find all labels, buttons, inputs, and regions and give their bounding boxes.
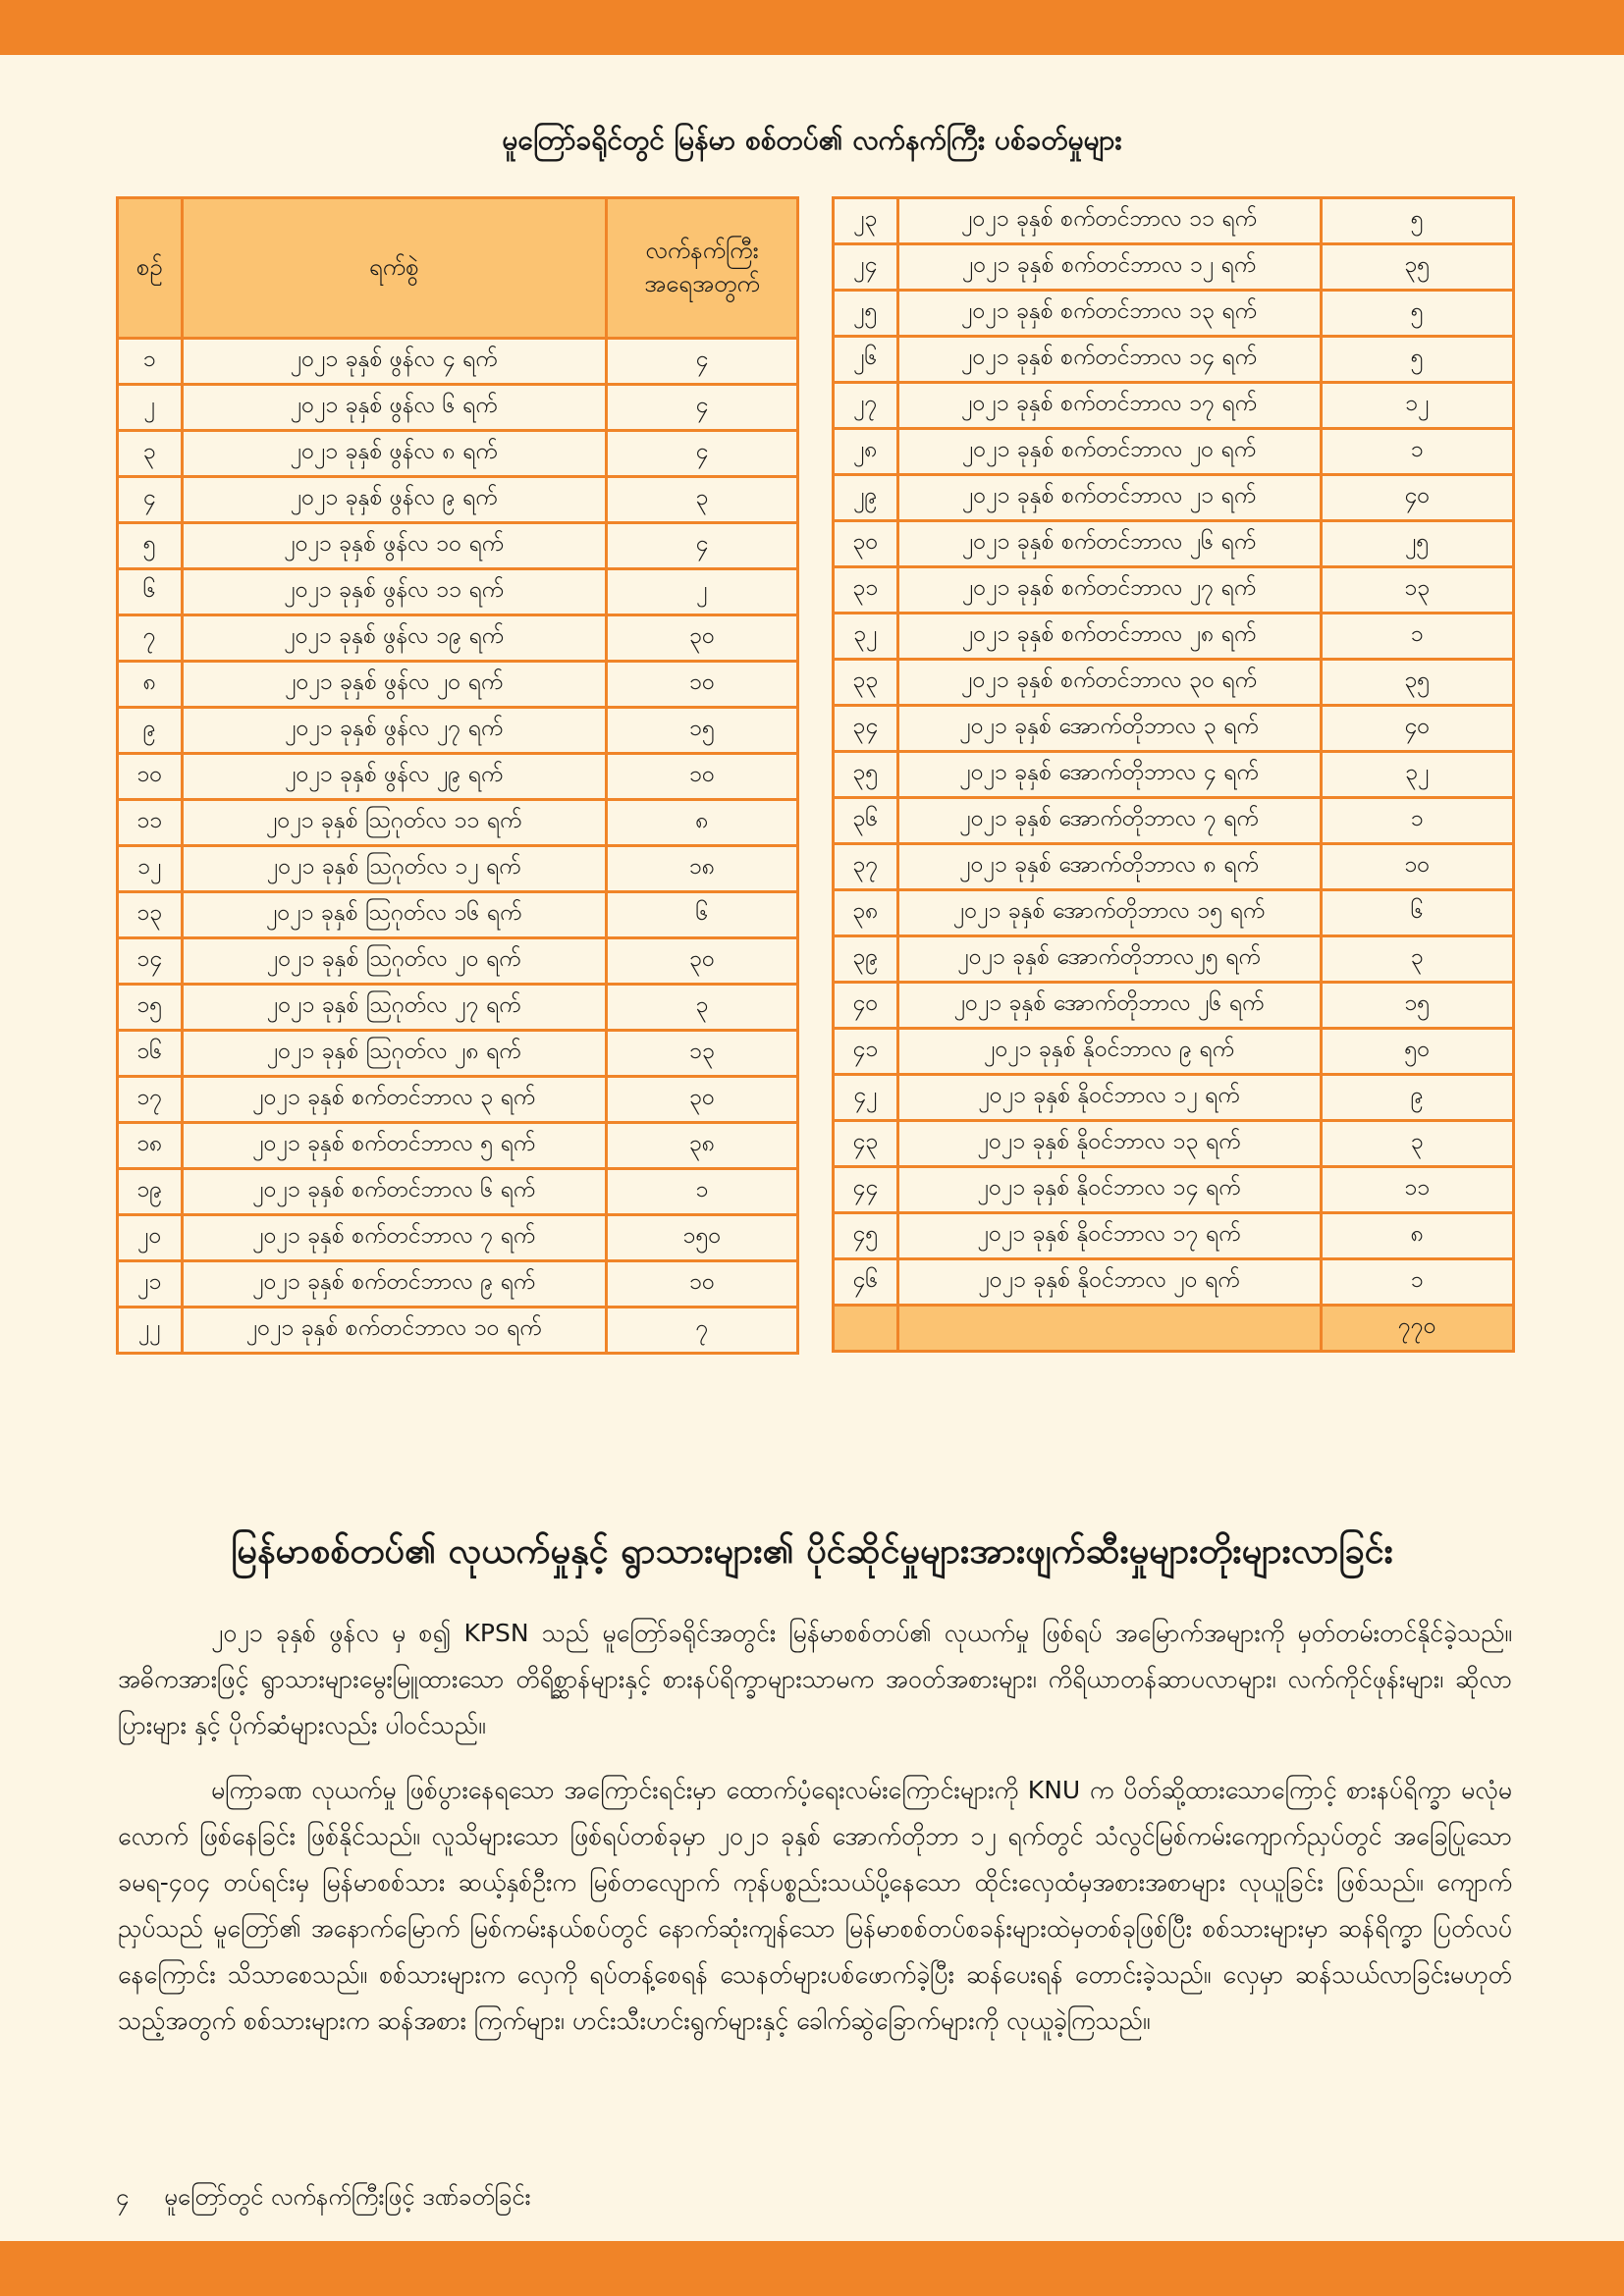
cell-no: ၁၃ — [118, 892, 183, 938]
table-row — [118, 569, 798, 615]
cell-count: ၃၀ — [606, 615, 797, 662]
cell-no: ၂၁ — [118, 1261, 183, 1308]
table-row — [834, 383, 1514, 429]
cell-count: ၃၂ — [1321, 752, 1513, 798]
cell-count: ၁၂ — [1321, 383, 1513, 429]
table-row — [118, 800, 798, 846]
cell-no: ၂၃ — [834, 198, 898, 244]
cell-count: ၉ — [1321, 1075, 1513, 1121]
cell-count: ၁၃ — [1321, 567, 1513, 614]
cell-count: ၁ — [1321, 614, 1513, 660]
table-header-row — [118, 198, 798, 339]
table-row — [834, 890, 1514, 936]
cell-date: ၂၀၂၁ ခုနှစ် စက်တင်ဘာလ ၇ ရက် — [182, 1215, 606, 1261]
cell-date: ၂၀၂၁ ခုနှစ် ဖွန်လ ၈ ရက် — [182, 431, 606, 477]
table-row — [834, 1167, 1514, 1213]
table-row — [834, 1213, 1514, 1259]
table-row — [834, 614, 1514, 660]
table-row — [118, 985, 798, 1031]
cell-no: ၈ — [118, 662, 183, 708]
cell-no: ၃၁ — [834, 567, 898, 614]
cell-date: ၂၀၂၁ ခုနှစ် နိုဝင်ဘာလ ၁၃ ရက် — [897, 1121, 1321, 1167]
table-row — [118, 1077, 798, 1123]
total-row — [834, 1306, 1514, 1352]
cell-count: ၃၀ — [606, 938, 797, 985]
cell-no: ၂၉ — [834, 475, 898, 521]
cell-date: ၂၀၂၁ ခုနှစ် စက်တင်ဘာလ ၉ ရက် — [182, 1261, 606, 1308]
table-row — [834, 244, 1514, 291]
table-row — [118, 1031, 798, 1077]
cell-count: ၃၅ — [1321, 660, 1513, 706]
cell-count: ၁၀ — [606, 1261, 797, 1308]
cell-no: ၁၈ — [118, 1123, 183, 1169]
table-row — [834, 1121, 1514, 1167]
table-row — [118, 1215, 798, 1261]
cell-count: ၁၃ — [606, 1031, 797, 1077]
table-row — [118, 477, 798, 523]
table-row — [118, 892, 798, 938]
cell-count: ၅ — [1321, 198, 1513, 244]
cell-count: ၁ — [1321, 1259, 1513, 1306]
cell-date: ၂၀၂၁ ခုနှစ် အောက်တိုဘာလ၂၅ ရက် — [897, 936, 1321, 983]
table-row — [834, 706, 1514, 752]
cell-date: ၂၀၂၁ ခုနှစ် နိုဝင်ဘာလ ၁၄ ရက် — [897, 1167, 1321, 1213]
cell-date: ၂၀၂၁ ခုနှစ် ဖွန်လ ၂၉ ရက် — [182, 754, 606, 800]
cell-no: ၃၄ — [834, 706, 898, 752]
cell-count: ၄ — [606, 339, 797, 385]
body-paragraph: မကြာခဏ လုယက်မှု ဖြစ်ပွားနေရသော အကြောင်းရင်းမှာ ထောက်ပံ့ရေးလမ်းကြောင်းများကို KNU က ပိတ်ဆို့ထားသောကြောင့် စားနပ်ရိက္ခာ မလုံမလောက် ဖြစ်နေခြင်း ဖြစ်နိုင်သည်။ လူသိများသော ဖြစ်ရပ်တစ်ခုမှာ ၂၀၂၁ ခုနှစ် အောက်တိုဘာ ၁၂ ရက်တွင် သံလွင်မြစ်ကမ်းကျောက်ညှပ်တွင် အခြေပြုသော ခမရ-၄၀၄ တပ်ရင်းမှ မြန်မာစစ်သား ဆယ့်နှစ်ဦးက မြစ်တလျောက် ကုန်ပစ္စည်းသယ်ပို့နေသော ထိုင်းလှေထံမှအစားအစာများ လုယူခြင်း ဖြစ်သည်။ ကျောက်ညှပ်သည် မူတြော်၏ အနောက်မြောက် မြစ်ကမ်းနယ်စပ်တွင် နောက်ဆုံးကျန်သော မြန်မာစစ်တပ်စခန်းများထဲမှတစ်ခုဖြစ်ပြီး စစ်သားများမှာ ဆန်ရိက္ခာ ပြတ်လပ်နေကြောင်း သိသာစေသည်။ စစ်သားများက လှေကို ရပ်တန့်စေရန် သေနတ်များပစ်ဖောက်ခဲ့ပြီး ဆန်ပေးရန် တောင်းခဲ့သည်။ လှေမှာ ဆန်သယ်လာခြင်းမဟုတ်သည့်အတွက် စစ်သားများက ဆန်အစား ကြက်များ၊ ဟင်းသီးဟင်းရွက်များနှင့် ခေါက်ဆွဲခြောက်များကို လုယူခဲ့ကြသည်။ — [118, 1776, 1512, 2035]
table-row — [834, 936, 1514, 983]
table-row — [834, 752, 1514, 798]
cell-no: ၂၂ — [118, 1308, 183, 1354]
table-row — [834, 1029, 1514, 1075]
total-empty-cell — [897, 1306, 1321, 1352]
cell-no: ၂၄ — [834, 244, 898, 291]
table-row — [834, 1259, 1514, 1306]
cell-no: ၄၄ — [834, 1167, 898, 1213]
table-row — [118, 1261, 798, 1308]
table-row — [118, 431, 798, 477]
cell-no: ၃၂ — [834, 614, 898, 660]
cell-date: ၂၀၂၁ ခုနှစ် အောက်တိုဘာလ ၁၅ ရက် — [897, 890, 1321, 936]
cell-no: ၄၂ — [834, 1075, 898, 1121]
cell-count: ၆ — [1321, 890, 1513, 936]
cell-date: ၂၀၂၁ ခုနှစ် ဩဂုတ်လ ၁၂ ရက် — [182, 846, 606, 892]
cell-date: ၂၀၂၁ ခုနှစ် စက်တင်ဘာလ ၂၇ ရက် — [897, 567, 1321, 614]
cell-date: ၂၀၂၁ ခုနှစ် ဖွန်လ ၉ ရက် — [182, 477, 606, 523]
cell-date: ၂၀၂၁ ခုနှစ် စက်တင်ဘာလ ၂၁ ရက် — [897, 475, 1321, 521]
cell-no: ၃၀ — [834, 521, 898, 567]
cell-no: ၁၀ — [118, 754, 183, 800]
cell-count: ၄ — [606, 431, 797, 477]
cell-no: ၁၁ — [118, 800, 183, 846]
page-footer — [116, 2181, 531, 2216]
cell-no: ၂၆ — [834, 337, 898, 383]
cell-no: ၃၅ — [834, 752, 898, 798]
cell-no: ၂၇ — [834, 383, 898, 429]
top-decorative-band — [0, 0, 1624, 55]
cell-no: ၂၈ — [834, 429, 898, 475]
cell-no: ၅ — [118, 523, 183, 569]
cell-count: ၁၁ — [1321, 1167, 1513, 1213]
cell-date: ၂၀၂၁ ခုနှစ် ဩဂုတ်လ ၂၇ ရက် — [182, 985, 606, 1031]
cell-date: ၂၀၂၁ ခုနှစ် ဖွန်လ ၆ ရက် — [182, 385, 606, 431]
table-row — [834, 337, 1514, 383]
header-date: ရက်စွဲ — [182, 198, 606, 339]
cell-no: ၃၇ — [834, 844, 898, 890]
cell-count: ၁၈ — [606, 846, 797, 892]
table-row — [834, 291, 1514, 337]
page-number: ၄ — [116, 2183, 130, 2211]
cell-no: ၁၆ — [118, 1031, 183, 1077]
table-row — [118, 1123, 798, 1169]
cell-date: ၂၀၂၁ ခုနှစ် ဖွန်လ ၂၀ ရက် — [182, 662, 606, 708]
cell-no: ၃၈ — [834, 890, 898, 936]
cell-count: ၃ — [1321, 1121, 1513, 1167]
cell-count: ၈ — [606, 800, 797, 846]
cell-count: ၃၅ — [1321, 244, 1513, 291]
cell-no: ၃၆ — [834, 798, 898, 844]
cell-date: ၂၀၂၁ ခုနှစ် စက်တင်ဘာလ ၂၆ ရက် — [897, 521, 1321, 567]
cell-count: ၅ — [1321, 337, 1513, 383]
cell-no: ၁၂ — [118, 846, 183, 892]
table-row — [118, 1308, 798, 1354]
table-row — [834, 475, 1514, 521]
section-heading: မြန်မာစစ်တပ်၏ လုယက်မှုနှင့် ရွာသားများ၏ ပိုင်ဆိုင်မှုများအားဖျက်ဆီးမှုများတိုးများလာခြင်း — [231, 1531, 1393, 1572]
cell-date: ၂၀၂၁ ခုနှစ် စက်တင်ဘာလ ၂၈ ရက် — [897, 614, 1321, 660]
header-count: လက်နက်ကြီး အရေအတွက် — [606, 198, 797, 339]
cell-count: ၄၀ — [1321, 475, 1513, 521]
cell-no: ၁၇ — [118, 1077, 183, 1123]
table-row — [118, 754, 798, 800]
cell-no: ၇ — [118, 615, 183, 662]
cell-count: ၄ — [606, 523, 797, 569]
cell-date: ၂၀၂၁ ခုနှစ် နိုဝင်ဘာလ ၁၇ ရက် — [897, 1213, 1321, 1259]
table-row — [118, 385, 798, 431]
cell-no: ၄ — [118, 477, 183, 523]
bottom-decorative-band — [0, 2241, 1624, 2296]
table-row — [118, 938, 798, 985]
cell-no: ၄၆ — [834, 1259, 898, 1306]
cell-date: ၂၀၂၁ ခုနှစ် စက်တင်ဘာလ ၁၇ ရက် — [897, 383, 1321, 429]
cell-date: ၂၀၂၁ ခုနှစ် အောက်တိုဘာလ ၇ ရက် — [897, 798, 1321, 844]
cell-no: ၄၁ — [834, 1029, 898, 1075]
body-paragraph: ၂၀၂၁ ခုနှစ် ဖွန်လ မှ စ၍ KPSN သည် မူတြော်ခရိုင်အတွင်း မြန်မာစစ်တပ်၏ လုယက်မှု ဖြစ်ရပ် အမြောက်အများကို မှတ်တမ်းတင်နိုင်ခဲ့သည်။ အဓိကအားဖြင့် ရွာသားများမွေးမြူထားသော တိရိစ္ဆာန်များနှင့် စားနပ်ရိက္ခာများသာမက အဝတ်အစားများ၊ ကိရိယာတန်ဆာပလာများ၊ လက်ကိုင်ဖုန်းများ၊ ဆိုလာပြားများ နှင့် ပိုက်ဆံများလည်း ပါဝင်သည်။ — [118, 1619, 1512, 1739]
total-empty-cell — [834, 1306, 898, 1352]
cell-date: ၂၀၂၁ ခုနှစ် အောက်တိုဘာလ ၄ ရက် — [897, 752, 1321, 798]
cell-date: ၂၀၂၁ ခုနှစ် စက်တင်ဘာလ ၁၄ ရက် — [897, 337, 1321, 383]
table-row — [834, 660, 1514, 706]
cell-no: ၂၅ — [834, 291, 898, 337]
cell-date: ၂၀၂၁ ခုနှစ် အောက်တိုဘာလ ၈ ရက် — [897, 844, 1321, 890]
cell-date: ၂၀၂၁ ခုနှစ် အောက်တိုဘာလ ၃ ရက် — [897, 706, 1321, 752]
table-row — [834, 983, 1514, 1029]
cell-count: ၅၀ — [1321, 1029, 1513, 1075]
table-row — [834, 429, 1514, 475]
table-row — [118, 1169, 798, 1215]
cell-no: ၃ — [118, 431, 183, 477]
cell-date: ၂၀၂၁ ခုနှစ် နိုဝင်ဘာလ ၂၀ ရက် — [897, 1259, 1321, 1306]
cell-count: ၆ — [606, 892, 797, 938]
cell-no: ၁၄ — [118, 938, 183, 985]
table-row — [118, 615, 798, 662]
cell-date: ၂၀၂၁ ခုနှစ် ဩဂုတ်လ ၂၀ ရက် — [182, 938, 606, 985]
cell-date: ၂၀၂၁ ခုနှစ် စက်တင်ဘာလ ၆ ရက် — [182, 1169, 606, 1215]
cell-date: ၂၀၂၁ ခုနှစ် ဖွန်လ ၁၁ ရက် — [182, 569, 606, 615]
shelling-table-right — [832, 196, 1515, 1353]
cell-no: ၄၅ — [834, 1213, 898, 1259]
cell-count: ၃ — [1321, 936, 1513, 983]
table-row — [118, 339, 798, 385]
cell-count: ၄၀ — [1321, 706, 1513, 752]
cell-date: ၂၀၂၁ ခုနှစ် စက်တင်ဘာလ ၁၃ ရက် — [897, 291, 1321, 337]
table-row — [118, 523, 798, 569]
cell-no: ၄၀ — [834, 983, 898, 1029]
cell-no: ၂၀ — [118, 1215, 183, 1261]
cell-no: ၄၃ — [834, 1121, 898, 1167]
cell-date: ၂၀၂၁ ခုနှစ် နိုဝင်ဘာလ ၁၂ ရက် — [897, 1075, 1321, 1121]
cell-date: ၂၀၂၁ ခုနှစ် ဖွန်လ ၁၀ ရက် — [182, 523, 606, 569]
table-row — [118, 708, 798, 754]
cell-date: ၂၀၂၁ ခုနှစ် စက်တင်ဘာလ ၁၀ ရက် — [182, 1308, 606, 1354]
cell-date: ၂၀၂၁ ခုနှစ် စက်တင်ဘာလ ၁၂ ရက် — [897, 244, 1321, 291]
footer-title: မူတြော်တွင် လက်နက်ကြီးဖြင့် ဒဏ်ခတ်ခြင်း — [164, 2183, 531, 2211]
cell-no: ၁ — [118, 339, 183, 385]
cell-count: ၁၀ — [1321, 844, 1513, 890]
cell-count: ၁၅ — [1321, 983, 1513, 1029]
cell-count: ၃ — [606, 985, 797, 1031]
table-row — [118, 846, 798, 892]
cell-date: ၂၀၂၁ ခုနှစ် ဖွန်လ ၄ ရက် — [182, 339, 606, 385]
cell-no: ၁၅ — [118, 985, 183, 1031]
table-row — [834, 567, 1514, 614]
table-row — [834, 521, 1514, 567]
cell-count: ၁ — [1321, 429, 1513, 475]
cell-count: ၁ — [606, 1169, 797, 1215]
cell-count: ၃၈ — [606, 1123, 797, 1169]
cell-no: ၉ — [118, 708, 183, 754]
cell-date: ၂၀၂၁ ခုနှစ် ဖွန်လ ၂၇ ရက် — [182, 708, 606, 754]
cell-date: ၂၀၂၁ ခုနှစ် စက်တင်ဘာလ ၃ ရက် — [182, 1077, 606, 1123]
cell-count: ၅ — [1321, 291, 1513, 337]
table-title: မူတြော်ခရိုင်တွင် မြန်မာ စစ်တပ်၏ လက်နက်ကြီး ပစ်ခတ်မှုများ — [502, 124, 1122, 156]
cell-count: ၁၅၀ — [606, 1215, 797, 1261]
cell-date: ၂၀၂၁ ခုနှစ် ဩဂုတ်လ ၂၈ ရက် — [182, 1031, 606, 1077]
cell-date: ၂၀၂၁ ခုနှစ် နိုဝင်ဘာလ ၉ ရက် — [897, 1029, 1321, 1075]
cell-count: ၃၀ — [606, 1077, 797, 1123]
cell-no: ၁၉ — [118, 1169, 183, 1215]
cell-count: ၂ — [606, 569, 797, 615]
table-row — [834, 1075, 1514, 1121]
cell-date: ၂၀၂၁ ခုနှစ် ဩဂုတ်လ ၁၆ ရက် — [182, 892, 606, 938]
cell-no: ၂ — [118, 385, 183, 431]
cell-date: ၂၀၂၁ ခုနှစ် စက်တင်ဘာလ ၃၀ ရက် — [897, 660, 1321, 706]
cell-date: ၂၀၂၁ ခုနှစ် စက်တင်ဘာလ ၁၁ ရက် — [897, 198, 1321, 244]
shelling-table-left — [116, 196, 799, 1355]
cell-count: ၈ — [1321, 1213, 1513, 1259]
cell-count: ၁ — [1321, 798, 1513, 844]
cell-count: ၁၀ — [606, 662, 797, 708]
cell-count: ၃ — [606, 477, 797, 523]
table-row — [834, 798, 1514, 844]
cell-date: ၂၀၂၁ ခုနှစ် ဩဂုတ်လ ၁၁ ရက် — [182, 800, 606, 846]
cell-no: ၃၉ — [834, 936, 898, 983]
cell-no: ၃၃ — [834, 660, 898, 706]
cell-count: ၁၀ — [606, 754, 797, 800]
cell-count: ၄ — [606, 385, 797, 431]
table-row — [834, 844, 1514, 890]
cell-count: ၇ — [606, 1308, 797, 1354]
cell-date: ၂၀၂၁ ခုနှစ် ဖွန်လ ၁၉ ရက် — [182, 615, 606, 662]
total-count: ၇၇၀ — [1321, 1306, 1513, 1352]
header-no: စဉ် — [118, 198, 183, 339]
cell-date: ၂၀၂၁ ခုနှစ် အောက်တိုဘာလ ၂၆ ရက် — [897, 983, 1321, 1029]
cell-count: ၁၅ — [606, 708, 797, 754]
cell-date: ၂၀၂၁ ခုနှစ် စက်တင်ဘာလ ၅ ရက် — [182, 1123, 606, 1169]
table-row — [118, 662, 798, 708]
table-row — [834, 198, 1514, 244]
cell-no: ၆ — [118, 569, 183, 615]
cell-count: ၂၅ — [1321, 521, 1513, 567]
cell-date: ၂၀၂၁ ခုနှစ် စက်တင်ဘာလ ၂၀ ရက် — [897, 429, 1321, 475]
